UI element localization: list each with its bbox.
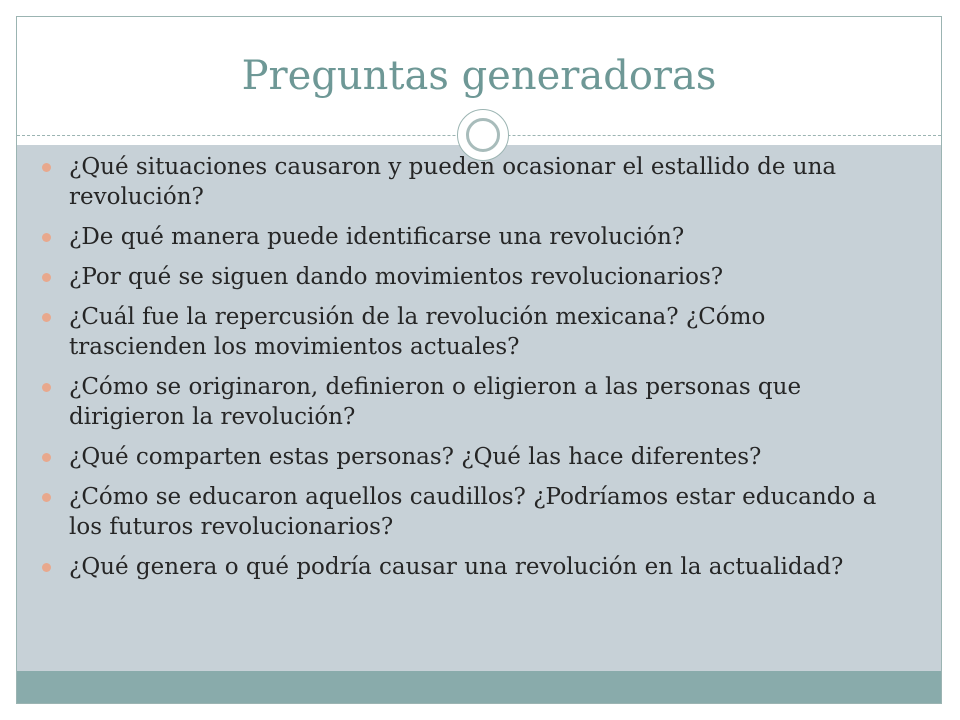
bullet-icon (42, 163, 51, 172)
list-item (42, 552, 882, 582)
bullet-icon (42, 313, 51, 322)
bullet-icon (42, 383, 51, 392)
bullet-text: ¿Cómo se originaron, definieron o eligieron a las personas que dirigieron la revolución? (69, 374, 802, 430)
bullet-text: ¿Cuál fue la repercusión de la revolución mexicana? ¿Cómo trascienden los movimientos actuales? (69, 304, 766, 360)
bullet-icon (42, 493, 51, 502)
list-item (42, 482, 882, 542)
bullet-text: ¿Qué situaciones causaron y pueden ocasionar el estallido de una revolución? (69, 154, 837, 210)
list-item (42, 372, 882, 432)
list-item (42, 152, 882, 212)
bullet-text: ¿De qué manera puede identificarse una revolución? (69, 224, 685, 250)
list-item (42, 442, 882, 472)
bullet-text: ¿Por qué se siguen dando movimientos revolucionarios? (69, 264, 724, 290)
bullet-text: ¿Qué comparten estas personas? ¿Qué las hace diferentes? (69, 444, 762, 470)
bullet-list (42, 152, 882, 592)
bullet-icon (42, 563, 51, 572)
bullet-icon (42, 233, 51, 242)
ring-inner (466, 118, 500, 152)
list-item (42, 262, 882, 292)
bullet-icon (42, 273, 51, 282)
bullet-icon (42, 453, 51, 462)
bullet-text: ¿Cómo se educaron aquellos caudillos? ¿Podríamos estar educando a los futuros revolucionarios? (69, 484, 877, 540)
list-item (42, 302, 882, 362)
slide-title: Preguntas generadoras (241, 53, 717, 99)
list-item (42, 222, 882, 252)
footer-band (17, 671, 941, 704)
bullet-text: ¿Qué genera o qué podría causar una revolución en la actualidad? (69, 554, 844, 580)
